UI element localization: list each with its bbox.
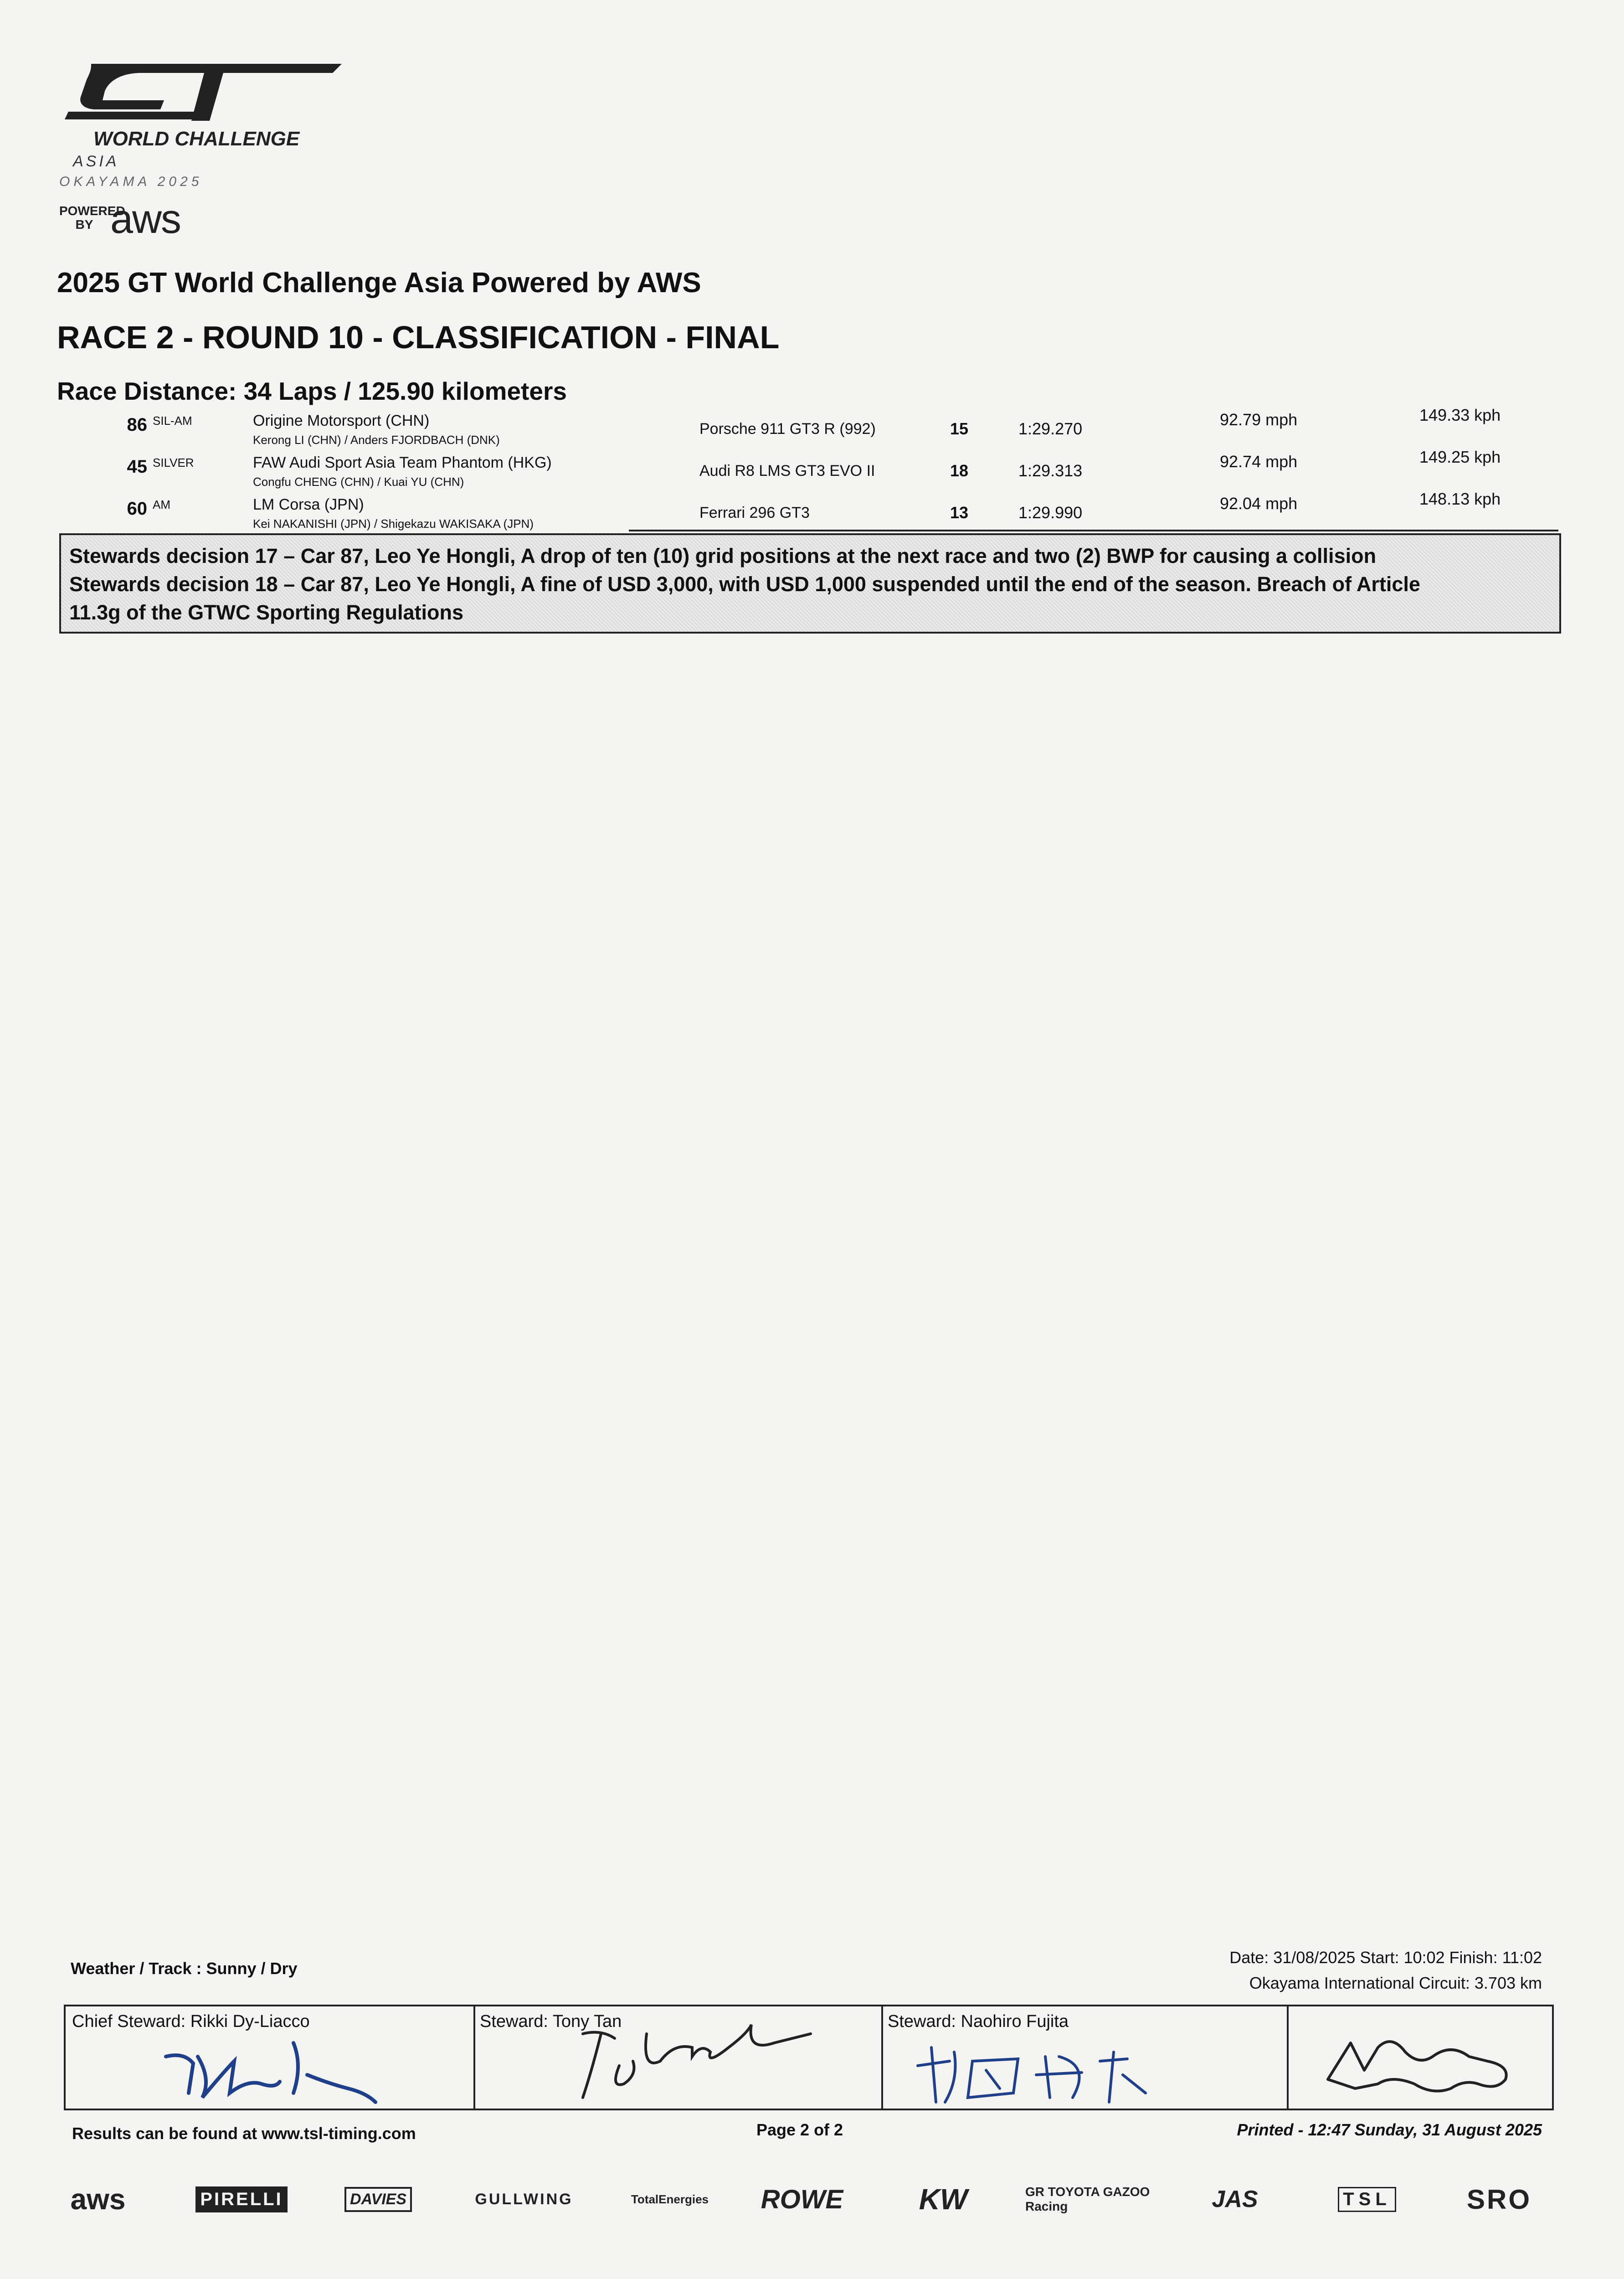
stewards-decision-line: Stewards decision 18 – Car 87, Leo Ye Hongli, A fine of USD 3,000, with USD 1,000 suspended until the end of the season. Breach of Article — [69, 572, 1420, 596]
race-distance: Race Distance: 34 Laps / 125.90 kilometers — [57, 377, 567, 405]
car-number: 86 — [127, 415, 147, 435]
best-lap-time: 1:29.313 — [1018, 461, 1083, 480]
best-lap-number: 15 — [950, 419, 969, 438]
table-row — [57, 448, 1542, 493]
results-link-note: Results can be found at www.tsl-timing.com — [72, 2124, 416, 2143]
speed-kph: 148.13 kph — [1419, 490, 1501, 508]
team-name: LM Corsa (JPN) — [253, 496, 364, 513]
class-label: SIL-AM — [153, 414, 192, 428]
class-label: SILVER — [153, 456, 194, 469]
table-divider — [629, 530, 1558, 531]
best-lap-number: 18 — [950, 461, 969, 480]
gt-world-challenge-logo — [59, 59, 351, 273]
race-title: RACE 2 - ROUND 10 - CLASSIFICATION - FINAL — [57, 320, 780, 355]
steward-label: Steward: Naohiro Fujita — [888, 2012, 1069, 2031]
logo-asia: ASIA — [73, 153, 119, 170]
stewards-decision-line: Stewards decision 17 – Car 87, Leo Ye Hongli, A drop of ten (10) grid positions at the next race and two (2) BWP for causing a collision — [69, 544, 1377, 567]
circuit-map-icon — [1314, 2016, 1533, 2102]
sponsor-strip — [59, 2170, 1563, 2229]
sponsor-logo: GULLWING — [475, 2190, 573, 2208]
printed-timestamp: Printed - 12:47 Sunday, 31 August 2025 — [1237, 2120, 1542, 2139]
chief-steward-cell — [66, 2006, 475, 2109]
sponsor-logo: DAVIES — [324, 2170, 433, 2229]
gt-logo-icon — [59, 59, 351, 128]
car-model: Audi R8 LMS GT3 EVO II — [699, 462, 875, 480]
sponsor-logo: ROWE — [761, 2184, 843, 2214]
team-name: FAW Audi Sport Asia Team Phantom (HKG) — [253, 454, 552, 471]
series-title: 2025 GT World Challenge Asia Powered by AWS — [57, 267, 701, 299]
team-name: Origine Motorsport (CHN) — [253, 412, 430, 429]
steward-label: Steward: Tony Tan — [480, 2012, 622, 2031]
track-map-cell — [1287, 2006, 1552, 2109]
weather-track: Weather / Track : Sunny / Dry — [71, 1959, 298, 1978]
driver-names: Kerong LI (CHN) / Anders FJORDBACH (DNK) — [253, 433, 500, 447]
sponsor-logo: KW — [919, 2183, 968, 2216]
steward-cell — [473, 2006, 883, 2109]
signature-box — [64, 2005, 1554, 2110]
table-row — [57, 406, 1542, 451]
sponsor-logo: TotalEnergies — [631, 2192, 709, 2206]
signature-icon — [909, 2038, 1282, 2107]
car-model: Ferrari 296 GT3 — [699, 504, 810, 521]
speed-kph: 149.33 kph — [1419, 406, 1501, 424]
car-model: Porsche 911 GT3 R (992) — [699, 420, 876, 438]
class-label: AM — [153, 498, 170, 511]
sponsor-logo: PIRELLI — [187, 2170, 296, 2229]
logo-aws: aws — [110, 196, 181, 242]
logo-world-challenge: WORLD CHALLENGE — [93, 128, 300, 150]
best-lap-time: 1:29.270 — [1018, 419, 1083, 438]
steward-cell — [881, 2006, 1289, 2109]
sponsor-logo: GR TOYOTA GAZOO Racing — [1025, 2185, 1150, 2213]
driver-names: Kei NAKANISHI (JPN) / Shigekazu WAKISAKA (JPN) — [253, 517, 534, 531]
best-lap-number: 13 — [950, 503, 969, 522]
driver-names: Congfu CHENG (CHN) / Kuai YU (CHN) — [253, 475, 464, 489]
circuit-info: Okayama International Circuit: 3.703 km — [1249, 1974, 1542, 1992]
page-number: Page 2 of 2 — [756, 2120, 843, 2139]
logo-okayama: OKAYAMA 2025 — [59, 174, 203, 189]
logo-powered-by: POWERED BY — [59, 204, 125, 232]
stewards-decisions-box — [59, 533, 1561, 634]
table-row — [57, 490, 1542, 535]
car-number: 45 — [127, 457, 147, 477]
signature-icon — [555, 2016, 838, 2107]
date-start-finish: Date: 31/08/2025 Start: 10:02 Finish: 11:02 — [1229, 1948, 1542, 1967]
sponsor-logo: JAS — [1212, 2186, 1258, 2212]
speed-kph: 149.25 kph — [1419, 448, 1501, 466]
speed-mph: 92.79 mph — [1220, 410, 1298, 429]
stewards-decision-line: 11.3g of the GTWC Sporting Regulations — [69, 601, 464, 624]
speed-mph: 92.04 mph — [1220, 494, 1298, 513]
speed-mph: 92.74 mph — [1220, 452, 1298, 471]
signature-icon — [157, 2038, 430, 2107]
sponsor-logo: aws — [70, 2183, 126, 2216]
car-number: 60 — [127, 499, 147, 519]
best-lap-time: 1:29.990 — [1018, 503, 1083, 522]
chief-steward-label: Chief Steward: Rikki Dy-Liacco — [72, 2012, 310, 2031]
sponsor-logo: TSL — [1317, 2170, 1417, 2229]
sponsor-logo: SRO — [1466, 2184, 1532, 2215]
